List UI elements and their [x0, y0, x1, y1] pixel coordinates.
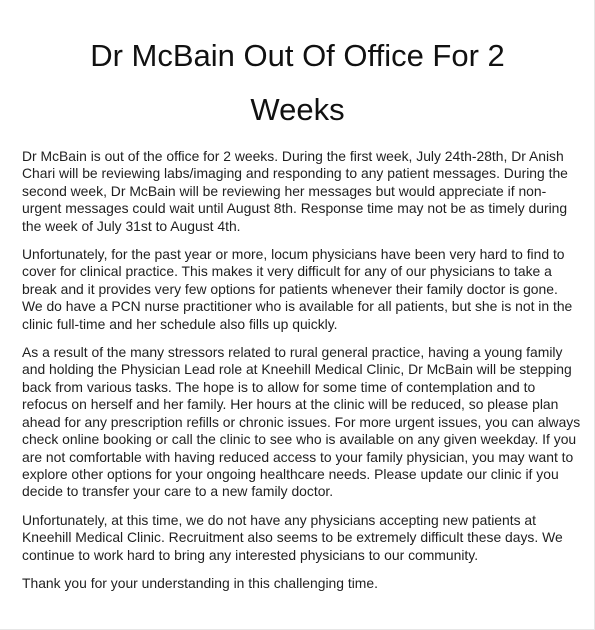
paragraph-out-of-office: Dr McBain is out of the office for 2 weeks. During the first week, July 24th-28th, Dr Anish Chari will be reviewing labs/imaging and responding to any patient messages. During the second week, Dr McBain will be reviewing her messages but would appreciate if non-urgent messages could wait until August 8th. Response time may not be as timely during the week of July 31st to August 4th. — [22, 148, 568, 234]
paragraph-no-new-patients: Unfortunately, at this time, we do not have any physicians accepting new patients at Kneehill Medical Clinic. Recruitment also seems to be extremely difficult these days. We continue to work hard to bring any interested physicians to our community. — [22, 511, 563, 563]
paragraph-thank-you: Thank you for your understanding in this challenging time. — [22, 574, 378, 591]
article-body — [22, 148, 582, 603]
paragraph-reduced-hours: As a result of the many stressors related to rural general practice, having a young family and holding the Physician Lead role at Kneehill Medical Clinic, Dr McBain will be stepping back from various tasks. The hope is to allow for some time of contemplation and to refocus on herself and her family. Her hours at the clinic will be reduced, so please plan ahead for any prescription refills or chronic issues. For more urgent issues, you can always check online booking or call the clinic to see who is available on any given weekday. If you are not comfortable with having reduced access to your family physician, you may want to explore other options for your ongoing healthcare needs. Please update our clinic if you decide to transfer your care to a new family doctor. — [22, 344, 581, 500]
page-title-line-1: Dr McBain Out Of Office For 2 — [90, 38, 505, 73]
paragraph-locum-shortage: Unfortunately, for the past year or more, locum physicians have been very hard to find to cover for clinical practice. This makes it very difficult for any of our physicians to take a break and it provides very few options for patients whenever their family doctor is gone. We do have a PCN nurse practitioner who is available for all patients, but she is not in the clinic full-time and her schedule also fills up quickly. — [22, 246, 573, 332]
page-title-line-2: Weeks — [250, 92, 345, 127]
page-title — [0, 0, 595, 137]
